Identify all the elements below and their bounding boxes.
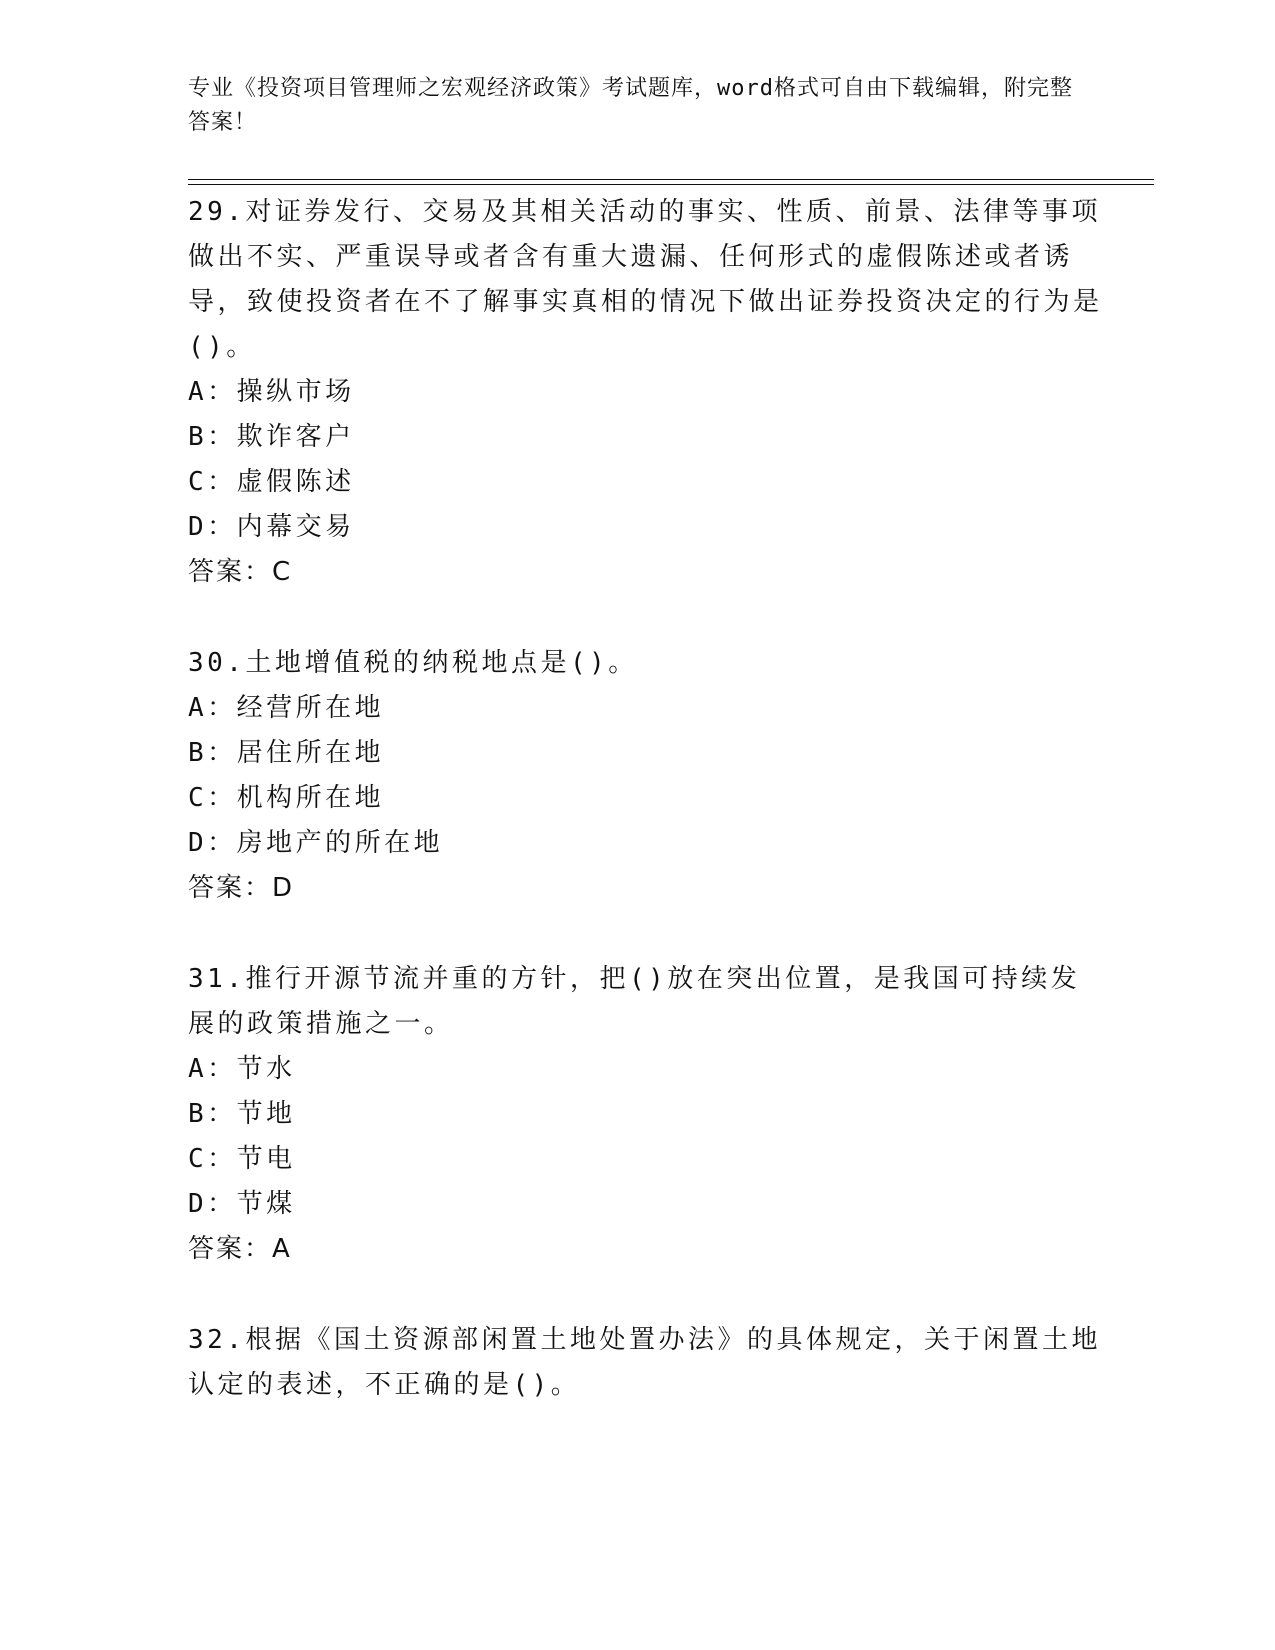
header-divider-top (188, 179, 1154, 180)
question-text: 30.土地增值税的纳税地点是()。 (188, 648, 638, 678)
option-a: A：节水 (188, 1054, 296, 1084)
option-b: B：欺诈客户 (188, 422, 355, 452)
option-b: B：居住所在地 (188, 738, 385, 768)
question-list (188, 190, 1108, 1408)
answer-line: 答案：C (188, 557, 293, 587)
question-text: 32.根据《国土资源部闲置土地处置办法》的具体规定，关于闲置土地认定的表述，不正确的是()。 (188, 1325, 1101, 1400)
question-32 (188, 1318, 1108, 1408)
question-text: 31.推行开源节流并重的方针，把()放在突出位置，是我国可持续发展的政策措施之一。 (188, 964, 1081, 1039)
header-intro: 专业《投资项目管理师之宏观经济政策》考试题库，word格式可自由下载编辑，附完整答案！ (188, 76, 1073, 135)
spacer (188, 1272, 1108, 1318)
answer-line: 答案：D (188, 873, 295, 903)
option-a: A：操纵市场 (188, 377, 355, 407)
option-b: B：节地 (188, 1099, 296, 1129)
option-d: D：内幕交易 (188, 512, 355, 542)
option-c: C：节电 (188, 1144, 296, 1174)
header-divider-bottom (188, 184, 1154, 185)
question-29 (188, 190, 1108, 595)
spacer (188, 595, 1108, 641)
question-30 (188, 641, 1108, 911)
option-d: D：房地产的所在地 (188, 828, 444, 858)
option-c: C：虚假陈述 (188, 467, 355, 497)
spacer (188, 911, 1108, 957)
answer-line: 答案：A (188, 1234, 292, 1264)
option-d: D：节煤 (188, 1189, 296, 1219)
option-a: A：经营所在地 (188, 693, 385, 723)
question-text: 29.对证券发行、交易及其相关活动的事实、性质、前景、法律等事项做出不实、严重误导或者含有重大遗漏、任何形式的虚假陈述或者诱导，致使投资者在不了解事实真相的情况下做出证券投资决定的行为是()。 (188, 197, 1103, 362)
question-31 (188, 957, 1108, 1272)
option-c: C：机构所在地 (188, 783, 385, 813)
